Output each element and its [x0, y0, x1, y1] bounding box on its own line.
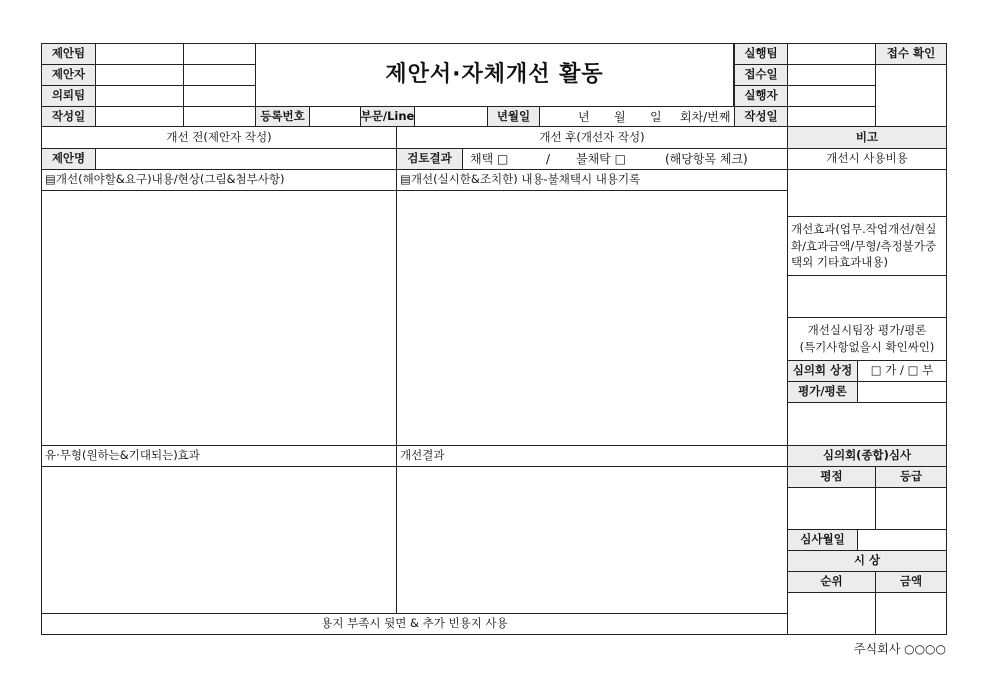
session-label: 회차/번째 — [680, 110, 731, 124]
day-label: 일 — [650, 110, 662, 124]
effect-description: 개선효과(업무.작업개선/현실화/효과금액/무형/측정불가중택외 기타효과내용) — [787, 216, 947, 276]
cost-label: 개선시 사용비용 — [787, 148, 947, 170]
written-date-field-1[interactable] — [95, 106, 184, 127]
proposer-field-1[interactable] — [95, 64, 184, 86]
label-review-result: 검토결과 — [396, 148, 463, 170]
evaluation-area[interactable] — [787, 402, 947, 446]
year-label: 년 — [578, 110, 590, 124]
before-heading: 개선 전(제안자 작성) — [41, 126, 397, 149]
slash-separator: / — [546, 152, 551, 166]
review-result-field[interactable] — [462, 148, 788, 170]
footer-note: 용지 부족시 뒷면 & 추가 빈용지 사용 — [41, 613, 788, 635]
written-date-field-2[interactable] — [183, 106, 256, 127]
effect-area[interactable] — [41, 466, 397, 614]
label-date: 년월일 — [487, 106, 540, 127]
adopt-checkbox[interactable]: 채택 □ — [470, 152, 509, 166]
committee-review-heading: 심의회(종합)심사 — [787, 445, 947, 467]
award-options[interactable]: □ 가 / □ 부 — [857, 360, 947, 382]
label-score: 평점 — [787, 466, 876, 488]
label-dept: 부문/Line — [360, 106, 415, 127]
proposal-team-field-1[interactable] — [95, 43, 184, 65]
label-receipt-date: 접수일 — [734, 64, 788, 86]
label-amount: 금액 — [875, 571, 947, 593]
reg-no-field[interactable] — [309, 106, 361, 127]
label-proposal-team: 제안팀 — [41, 43, 96, 65]
label-proposal-name: 제안명 — [41, 148, 96, 170]
before-content-area[interactable] — [41, 190, 397, 446]
proposer-field-2[interactable] — [183, 64, 256, 86]
label-review-month: 심사월일 — [787, 529, 858, 551]
effect-label: 유·무형(원하는&기대되는)효과 — [41, 445, 397, 467]
amount-field[interactable] — [875, 592, 947, 635]
page-title: 제안서·자체개선 활동 — [255, 43, 734, 107]
label-written-date-right: 작성일 — [734, 106, 788, 127]
label-rank: 순위 — [787, 571, 876, 593]
after-heading: 개선 후(개선자 작성) — [396, 126, 788, 149]
proposal-team-field-2[interactable] — [183, 43, 256, 65]
requesting-team-field-1[interactable] — [95, 85, 184, 107]
label-reg-no: 등록번호 — [255, 106, 310, 127]
written-date-right-field[interactable] — [787, 106, 876, 127]
team-eval-label: 개선실시팀장 평가/평론 (특기사항없을시 확인싸인) — [787, 317, 947, 361]
after-content-area[interactable] — [396, 190, 788, 446]
label-executor: 실행자 — [734, 85, 788, 107]
effect-field[interactable] — [787, 275, 947, 318]
label-receipt-confirm: 접수 확인 — [875, 43, 947, 65]
requesting-team-field-2[interactable] — [183, 85, 256, 107]
before-content-label: ▤개선(해야할&요구)내용/현상(그림&첨부사항) — [41, 169, 397, 191]
remarks-heading: 비고 — [787, 126, 947, 149]
rank-field[interactable] — [787, 592, 876, 635]
result-area[interactable] — [396, 466, 788, 614]
month-label: 월 — [614, 110, 626, 124]
receipt-confirm-box[interactable] — [875, 64, 947, 127]
executor-field[interactable] — [787, 85, 876, 107]
after-content-label: ▤개선(실시한&조치한) 내용-불채택시 내용기록 — [396, 169, 788, 191]
label-grade: 등급 — [875, 466, 947, 488]
cost-field[interactable] — [787, 169, 947, 217]
company-name: 주식회사 ○○○○ — [853, 642, 946, 656]
evaluation-field[interactable] — [857, 381, 947, 403]
result-label: 개선결과 — [396, 445, 788, 467]
proposal-name-field[interactable] — [95, 148, 397, 170]
receipt-date-field[interactable] — [787, 64, 876, 86]
exec-team-field[interactable] — [787, 43, 876, 65]
label-committee-award: 심의회 상정 — [787, 360, 858, 382]
label-evaluation: 평가/평론 — [787, 381, 858, 403]
label-requesting-team: 의뢰팀 — [41, 85, 96, 107]
reject-checkbox[interactable]: 불채탁 □ — [576, 152, 626, 166]
label-exec-team: 실행팀 — [734, 43, 788, 65]
label-written-date: 작성일 — [41, 106, 96, 127]
date-field[interactable] — [539, 106, 735, 127]
review-month-field[interactable] — [857, 529, 947, 551]
check-note: (해당항목 체크) — [665, 152, 748, 166]
score-field[interactable] — [787, 487, 876, 530]
dept-field[interactable] — [414, 106, 488, 127]
prize-heading: 시 상 — [787, 550, 947, 572]
grade-field[interactable] — [875, 487, 947, 530]
label-proposer: 제안자 — [41, 64, 96, 86]
